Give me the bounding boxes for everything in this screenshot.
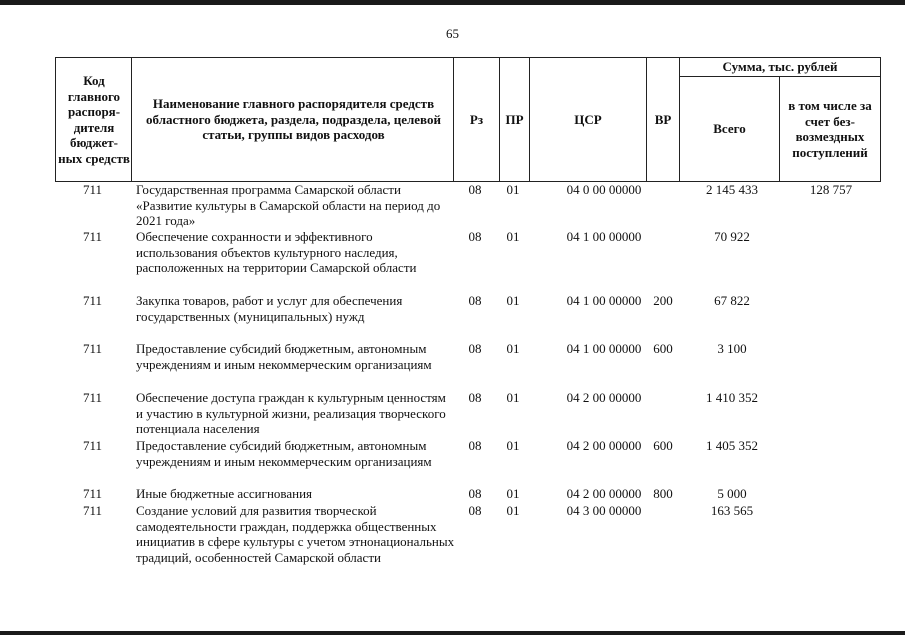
row-pr: 01 bbox=[506, 341, 520, 356]
header-sum: Сумма, тыс. рублей bbox=[722, 59, 838, 75]
row-code: 711 bbox=[82, 293, 103, 308]
row-code: 711 bbox=[82, 438, 103, 453]
row-pr: 01 bbox=[506, 486, 520, 501]
page-number: 65 bbox=[446, 26, 459, 41]
row-name: Предоставление субсидий бюджетным, автономным учреждениям и иным некоммерческим организациям bbox=[136, 341, 432, 372]
row-csr: 04 1 00 00000 bbox=[566, 293, 642, 308]
row-code: 711 bbox=[82, 341, 103, 356]
row-pr: 01 bbox=[506, 390, 520, 405]
row-total: 5 000 bbox=[717, 486, 747, 501]
header-rz: Рз bbox=[469, 111, 484, 127]
row-code: 711 bbox=[82, 390, 103, 405]
table-row bbox=[55, 438, 881, 486]
row-pr: 01 bbox=[506, 438, 520, 453]
row-vr: 600 bbox=[653, 341, 673, 356]
row-name: Предоставление субсидий бюджетным, автономным учреждениям и иным некоммерческим организациям bbox=[136, 438, 432, 469]
table-row bbox=[55, 229, 881, 293]
header-name: Наименование главного распорядителя средств областного бюджета, раздела, подраздела, целевой статьи, группы видов расходов bbox=[146, 96, 441, 143]
table-row bbox=[55, 486, 881, 503]
header-pr: ПР bbox=[505, 111, 524, 127]
row-csr: 04 3 00 00000 bbox=[566, 503, 642, 518]
budget-table bbox=[55, 57, 881, 565]
row-total: 67 822 bbox=[714, 293, 750, 308]
row-csr: 04 2 00 00000 bbox=[566, 438, 642, 453]
table-row bbox=[55, 390, 881, 438]
row-pr: 01 bbox=[506, 293, 520, 308]
row-pr: 01 bbox=[506, 503, 520, 518]
row-rz: 08 bbox=[468, 390, 482, 405]
table-row bbox=[55, 341, 881, 390]
row-total: 1 410 352 bbox=[706, 390, 758, 405]
row-total: 70 922 bbox=[714, 229, 750, 244]
row-name: Закупка товаров, работ и услуг для обеспечения государственных (муниципальных) нужд bbox=[136, 293, 403, 324]
row-csr: 04 1 00 00000 bbox=[566, 341, 642, 356]
row-total: 3 100 bbox=[717, 341, 747, 356]
row-code: 711 bbox=[82, 182, 103, 197]
table-row bbox=[55, 182, 881, 229]
header-csr: ЦСР bbox=[574, 111, 602, 127]
row-rz: 08 bbox=[468, 293, 482, 308]
row-vr: 200 bbox=[653, 293, 673, 308]
row-rz: 08 bbox=[468, 341, 482, 356]
row-total: 2 145 433 bbox=[706, 182, 758, 197]
row-code: 711 bbox=[82, 229, 103, 244]
table-header bbox=[55, 57, 881, 182]
header-code: Код главного распоря-дителя бюджет-ных средств bbox=[58, 73, 130, 166]
table-body bbox=[55, 182, 881, 583]
row-rz: 08 bbox=[468, 503, 482, 518]
row-csr: 04 1 00 00000 bbox=[566, 229, 642, 244]
row-name: Государственная программа Самарской области «Развитие культуры в Самарской области на период до 2021 года» bbox=[136, 182, 441, 228]
header-total: Всего bbox=[713, 121, 746, 137]
row-csr: 04 2 00 00000 bbox=[566, 390, 642, 405]
header-free: в том числе за счет без-возмездных поступлений bbox=[788, 98, 872, 160]
row-rz: 08 bbox=[468, 486, 482, 501]
bottom-border bbox=[0, 631, 905, 635]
row-name: Иные бюджетные ассигнования bbox=[136, 486, 313, 501]
row-pr: 01 bbox=[506, 182, 520, 197]
row-total: 163 565 bbox=[710, 503, 754, 518]
row-name: Обеспечение доступа граждан к культурным ценностям и участию в культурной жизни, реализация творческого потенциала населения bbox=[136, 390, 446, 436]
row-code: 711 bbox=[82, 486, 103, 501]
row-vr: 800 bbox=[653, 486, 673, 501]
row-total: 1 405 352 bbox=[706, 438, 758, 453]
col-divider bbox=[131, 58, 132, 181]
top-border bbox=[0, 0, 905, 5]
row-rz: 08 bbox=[468, 182, 482, 197]
row-csr: 04 0 00 00000 bbox=[566, 182, 642, 197]
table-row bbox=[55, 293, 881, 341]
row-pr: 01 bbox=[506, 229, 520, 244]
row-name: Создание условий для развития творческой самодеятельности граждан, поддержка общественных инициатив в сфере культуры с учетом этнонациональных традиций, особенностей Самарской области bbox=[136, 503, 455, 565]
row-rz: 08 bbox=[468, 229, 482, 244]
row-vr: 600 bbox=[653, 438, 673, 453]
row-free: 128 757 bbox=[809, 182, 853, 197]
table-row bbox=[55, 503, 881, 583]
row-code: 711 bbox=[82, 503, 103, 518]
header-vr: ВР bbox=[654, 111, 672, 127]
row-name: Обеспечение сохранности и эффективного использования объектов культурного наследия, расположенных на территории Самарской области bbox=[136, 229, 417, 275]
row-csr: 04 2 00 00000 bbox=[566, 486, 642, 501]
row-rz: 08 bbox=[468, 438, 482, 453]
